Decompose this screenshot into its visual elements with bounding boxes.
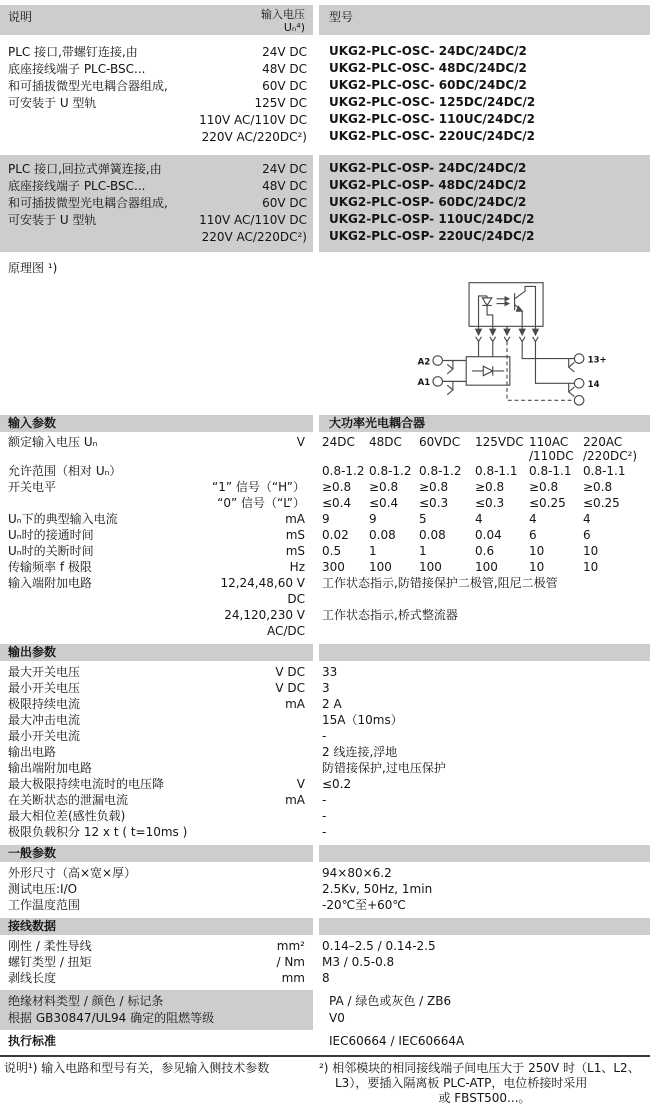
voltage-value: 24V DC — [262, 45, 307, 59]
param-row — [0, 744, 650, 760]
terminal-ground — [574, 396, 583, 405]
insulation-labels — [0, 990, 313, 1030]
model-number: UKG2-PLC-OSC- 24DC/24DC/2 — [329, 44, 527, 58]
model-number: UKG2-PLC-OSC- 60DC/24DC/2 — [329, 78, 527, 92]
param-unit: V DC — [275, 681, 305, 695]
param-value: ≤0.3 — [475, 496, 505, 510]
param-value: 0.5 — [322, 544, 342, 558]
param-row — [0, 970, 650, 986]
param-label: 输出电路 — [8, 745, 57, 759]
input-section-subtitle: 大功率光电耦合器 — [319, 415, 650, 432]
col-header: 110AC /110DC — [529, 435, 574, 463]
param-values — [317, 511, 650, 527]
param-values — [317, 527, 650, 543]
param-value: ≤0.3 — [419, 496, 449, 510]
model-number: UKG2-PLC-OSC- 220UC/24DC/2 — [329, 129, 535, 143]
col-header: 60VDC — [419, 435, 461, 449]
output-section-bar-right — [319, 644, 650, 661]
param-value: ≤0.4 — [369, 496, 399, 510]
param-row — [0, 954, 650, 970]
voltage-value: 110V AC/110V DC — [199, 213, 307, 227]
param-label: 在关断状态的泄漏电流 — [8, 793, 129, 807]
voltage-value: 110V AC/110V DC — [199, 113, 307, 127]
schematic-title: 原理图 ¹) — [8, 261, 58, 275]
param-label: 最小开关电流 — [8, 729, 81, 743]
param-value: 0.14–2.5 / 0.14-2.5 — [322, 939, 436, 953]
param-row — [0, 760, 650, 776]
terminal-a2 — [433, 356, 442, 365]
product1-voltages — [179, 44, 313, 146]
voltage-value: 48V DC — [262, 179, 307, 193]
standard-label: 执行标准 — [8, 1034, 57, 1048]
product-block-screw — [0, 42, 650, 148]
voltage-value: 125V DC — [254, 96, 307, 110]
insulation-values — [319, 990, 650, 1030]
param-row — [0, 664, 650, 680]
param-value: 0.8-1.1 — [529, 464, 572, 478]
param-value: 0.02 — [322, 528, 349, 542]
param-value: ≥0.8 — [583, 480, 613, 494]
param-value: 100 — [369, 560, 392, 574]
param-unit: mS — [285, 528, 305, 542]
col-header: 48DC — [369, 435, 402, 449]
param-value: 4 — [529, 512, 537, 526]
param-label: 绝缘材料类型 / 颜色 / 标记条 — [8, 994, 164, 1008]
param-value: 0.8-1.1 — [475, 464, 518, 478]
param-label: Uₙ时的关断时间 — [8, 544, 94, 558]
voltage-columns — [317, 435, 650, 463]
param-value: 防错接保护,过电压保护 — [322, 761, 446, 775]
param-value: 0.8-1.2 — [419, 464, 462, 478]
param-value: 4 — [583, 512, 591, 526]
voltage-label-line2: Uₙ⁴) — [283, 21, 305, 34]
label-a1: A1 — [417, 378, 431, 389]
param-value: ≥0.8 — [475, 480, 505, 494]
param-value: 1 — [369, 544, 377, 558]
param-row — [0, 897, 650, 913]
general-section-bar-right — [319, 845, 650, 862]
label-13: 13+ — [587, 355, 607, 366]
param-value: 10 — [529, 544, 545, 558]
param-label: 刚性 / 柔性导线 — [8, 939, 92, 953]
product1-description — [8, 44, 179, 146]
param-unit — [200, 824, 305, 840]
param-label — [0, 495, 200, 511]
param-value: 100 — [475, 560, 498, 574]
footnote-left: 说明¹) 输入电路和型号有关，参见输入侧技术参数 — [4, 1061, 270, 1075]
param-label: 外形尺寸（高×宽×厚） — [8, 866, 137, 880]
param-value: ≥0.8 — [369, 480, 399, 494]
param-unit: “1” 信号（“H”） — [212, 480, 305, 494]
param-row — [0, 607, 650, 639]
param-unit: Hz — [289, 560, 305, 574]
param-unit: mA — [285, 512, 305, 526]
param-value: 10 — [583, 544, 599, 558]
header-voltage-label — [261, 8, 305, 32]
col-header: 220AC /220DC²) — [583, 435, 638, 463]
section-bar-input — [0, 415, 650, 432]
param-condition: 12,24,48,60 V DC — [220, 576, 305, 606]
param-value: PA / 绿色或灰色 / ZB6 — [329, 994, 452, 1008]
terminal-14 — [574, 379, 583, 388]
param-value: -20℃至+60℃ — [322, 898, 406, 912]
param-value: 2.5Kv, 50Hz, 1min — [322, 882, 433, 896]
product2-description — [8, 161, 179, 246]
param-label: Uₙ下的典型输入电流 — [8, 512, 118, 526]
terminal-a1 — [433, 377, 442, 386]
product1-models — [319, 42, 650, 148]
led-icon — [482, 298, 491, 306]
param-unit: mm² — [276, 939, 305, 953]
param-value: 33 — [322, 665, 338, 679]
param-unit — [200, 463, 305, 479]
param-label: 极限负载积分 12 x t ( t=10ms ) — [8, 825, 188, 839]
desc-line: 底座接线端子 PLC-BSC... — [8, 62, 146, 76]
param-label: 工作温度范围 — [8, 898, 81, 912]
product2-left — [0, 155, 313, 252]
param-unit: V — [296, 777, 305, 791]
diode-icon — [483, 366, 492, 375]
param-row — [0, 712, 650, 728]
param-row — [0, 463, 650, 479]
param-label: 最大冲击电流 — [8, 713, 81, 727]
param-label: 极限持续电流 — [8, 697, 81, 711]
param-value: 6 — [529, 528, 537, 542]
param-label: 测试电压:I/O — [8, 882, 78, 896]
table-header — [0, 5, 650, 35]
param-value: ≥0.8 — [322, 480, 352, 494]
param-row — [0, 680, 650, 696]
param-value: 0.8-1.1 — [583, 464, 626, 478]
param-unit — [200, 897, 305, 913]
param-label: 最小开关电压 — [8, 681, 81, 695]
param-unit — [200, 865, 305, 881]
param-value: ≤0.4 — [322, 496, 352, 510]
voltage-value: 220V AC/220DC²) — [201, 130, 307, 144]
product1-left — [0, 42, 313, 148]
param-label: 剥线长度 — [8, 971, 57, 985]
output-section-title: 输出参数 — [0, 644, 313, 661]
param-unit — [200, 760, 305, 776]
param-unit — [200, 744, 305, 760]
desc-line: 底座接线端子 PLC-BSC... — [8, 179, 146, 193]
param-text-value: 工作状态指示,桥式整流器 — [322, 608, 458, 622]
param-value: 9 — [369, 512, 377, 526]
desc-line: 和可插拔微型光电耦合器组成, — [8, 196, 168, 210]
param-label: 根据 GB30847/UL94 确定的阻燃等级 — [8, 1011, 215, 1025]
plug-contacts — [476, 326, 539, 341]
footnote-line: 或 FBST500...。 — [438, 1091, 531, 1105]
param-value: - — [322, 825, 327, 839]
col-header: 24DC — [322, 435, 355, 449]
param-value: 4 — [475, 512, 483, 526]
param-row — [0, 776, 650, 792]
param-value: ≤0.25 — [529, 496, 566, 510]
param-value: 5 — [419, 512, 427, 526]
param-value: 0.08 — [419, 528, 446, 542]
header-left — [0, 5, 313, 35]
param-row — [0, 865, 650, 881]
param-value: 100 — [419, 560, 442, 574]
param-label: 输出端附加电路 — [8, 761, 93, 775]
section-bar-output — [0, 644, 650, 661]
standard-value: IEC60664 / IEC60664A — [329, 1034, 465, 1048]
wiring-section-bar-right — [319, 918, 650, 935]
param-value: ≥0.8 — [419, 480, 449, 494]
param-row — [0, 479, 650, 495]
param-values — [317, 543, 650, 559]
param-label — [0, 607, 200, 639]
desc-line: 可安装于 U 型轨 — [8, 213, 97, 227]
param-unit: mA — [285, 697, 305, 711]
optocoupler-schematic-svg — [388, 277, 626, 407]
param-row — [0, 808, 650, 824]
param-row — [0, 696, 650, 712]
param-label: 最大极限持续电流时的电压降 — [8, 777, 165, 791]
voltage-value: 60V DC — [262, 196, 307, 210]
section-bar-wiring — [0, 918, 650, 935]
param-unit: V DC — [275, 665, 305, 679]
param-values — [317, 559, 650, 575]
param-value: M3 / 0.5-0.8 — [322, 955, 395, 969]
param-value: 0.8-1.2 — [322, 464, 365, 478]
voltage-value: 60V DC — [262, 79, 307, 93]
model-number: UKG2-PLC-OSP- 220UC/24DC/2 — [329, 229, 535, 243]
label-14: 14 — [587, 380, 600, 391]
param-row — [0, 511, 650, 527]
param-value: 2 A — [322, 697, 342, 711]
standard-row — [0, 1033, 650, 1050]
param-condition: 24,120,230 V AC/DC — [224, 608, 305, 638]
param-value: 3 — [322, 681, 330, 695]
param-unit — [200, 728, 305, 744]
param-unit — [200, 808, 305, 824]
desc-line: 可安装于 U 型轨 — [8, 96, 97, 110]
param-value: 0.6 — [475, 544, 495, 558]
param-values — [317, 463, 650, 479]
desc-line: PLC 接口,带螺钉连接,由 — [8, 45, 138, 59]
param-value: 15A（10ms） — [322, 713, 403, 727]
param-unit: “0” 信号（“L”） — [217, 496, 305, 510]
param-value: ≤0.2 — [322, 777, 352, 791]
param-value: - — [322, 809, 327, 823]
param-value: 2 线连接,浮地 — [322, 745, 398, 759]
param-label: 开关电平 — [8, 480, 57, 494]
footnotes — [0, 1055, 650, 1106]
param-value: ≤0.25 — [583, 496, 620, 510]
wiring-section-title: 接线数据 — [0, 918, 313, 935]
desc-line: 和可插拔微型光电耦合器组成, — [8, 79, 168, 93]
param-row — [0, 543, 650, 559]
voltage-label-line1: 输入电压 — [261, 8, 305, 21]
param-values — [317, 495, 650, 511]
insulation-block — [0, 990, 650, 1030]
param-label: 最大开关电压 — [8, 665, 81, 679]
param-value: 0.8-1.2 — [369, 464, 412, 478]
param-value: 10 — [529, 560, 545, 574]
param-row — [0, 824, 650, 840]
param-values — [317, 479, 650, 495]
param-row — [0, 792, 650, 808]
param-row — [0, 938, 650, 954]
model-number: UKG2-PLC-OSC- 110UC/24DC/2 — [329, 112, 535, 126]
product2-models — [319, 155, 650, 252]
terminal-13 — [574, 354, 583, 363]
param-value: - — [322, 793, 327, 807]
param-unit — [200, 881, 305, 897]
footnote-right — [319, 1061, 650, 1106]
label-a2: A2 — [417, 357, 431, 368]
param-value: 9 — [322, 512, 330, 526]
param-unit: mm — [281, 971, 305, 985]
voltage-value: 220V AC/220DC²) — [201, 230, 307, 244]
col-header: 125VDC — [475, 435, 524, 449]
param-label: 最大相位差(感性负载) — [8, 809, 126, 823]
param-text-value: 工作状态指示,防错接保护二极管,阻尼二极管 — [322, 576, 558, 590]
model-number: UKG2-PLC-OSP- 110UC/24DC/2 — [329, 212, 535, 226]
header-desc-label: 说明 — [8, 10, 33, 24]
voltage-value: 24V DC — [262, 162, 307, 176]
param-row — [0, 495, 650, 511]
param-value: ≥0.8 — [529, 480, 559, 494]
product2-voltages — [179, 161, 313, 246]
param-value: 300 — [322, 560, 345, 574]
param-value: 6 — [583, 528, 591, 542]
param-value: 0.08 — [369, 528, 396, 542]
param-value: 0.04 — [475, 528, 502, 542]
param-label: 螺钉类型 / 扭矩 — [8, 955, 92, 969]
param-row — [0, 575, 650, 607]
desc-line: PLC 接口,回拉式弹簧连接,由 — [8, 162, 162, 176]
param-label: 额定输入电压 Uₙ — [8, 435, 98, 449]
param-label: 允许范围（相对 Uₙ） — [8, 464, 122, 478]
param-row — [0, 728, 650, 744]
footnote-line: ²) 相邻模块的相同接线端子间电压大于 250V 时（L1、L2、 — [319, 1061, 640, 1075]
model-number: UKG2-PLC-OSP- 48DC/24DC/2 — [329, 178, 527, 192]
schematic-diagram — [388, 277, 650, 410]
param-unit — [200, 712, 305, 728]
header-model-label — [319, 5, 650, 35]
general-section-title: 一般参数 — [0, 845, 313, 862]
model-number: UKG2-PLC-OSP- 24DC/24DC/2 — [329, 161, 527, 175]
param-value: 8 — [322, 971, 330, 985]
param-unit: mA — [285, 793, 305, 807]
param-value: V0 — [329, 1011, 345, 1025]
param-label: Uₙ时的接通时间 — [8, 528, 94, 542]
section-bar-general — [0, 845, 650, 862]
product-block-spring — [0, 155, 650, 252]
model-number: UKG2-PLC-OSP- 60DC/24DC/2 — [329, 195, 527, 209]
param-row — [0, 559, 650, 575]
voltage-value: 48V DC — [262, 62, 307, 76]
model-label-text: 型号 — [329, 10, 354, 24]
param-unit: V — [296, 435, 305, 449]
param-value: 10 — [583, 560, 599, 574]
param-unit: mS — [285, 544, 305, 558]
param-value: 94×80×6.2 — [322, 866, 392, 880]
input-voltage-header-row — [0, 435, 650, 463]
model-number: UKG2-PLC-OSC- 125DC/24DC/2 — [329, 95, 536, 109]
param-label: 输入端附加电路 — [8, 576, 93, 590]
model-number: UKG2-PLC-OSC- 48DC/24DC/2 — [329, 61, 527, 75]
param-label: 传输频率 f 极限 — [8, 560, 92, 574]
param-row — [0, 527, 650, 543]
param-value: 1 — [419, 544, 427, 558]
footnote-line: L3），要插入隔离板 PLC-ATP，电位桥接时采用 — [335, 1076, 588, 1090]
input-section-title: 输入参数 — [0, 415, 313, 432]
param-unit: / Nm — [276, 955, 305, 969]
param-row — [0, 881, 650, 897]
param-value: - — [322, 729, 327, 743]
